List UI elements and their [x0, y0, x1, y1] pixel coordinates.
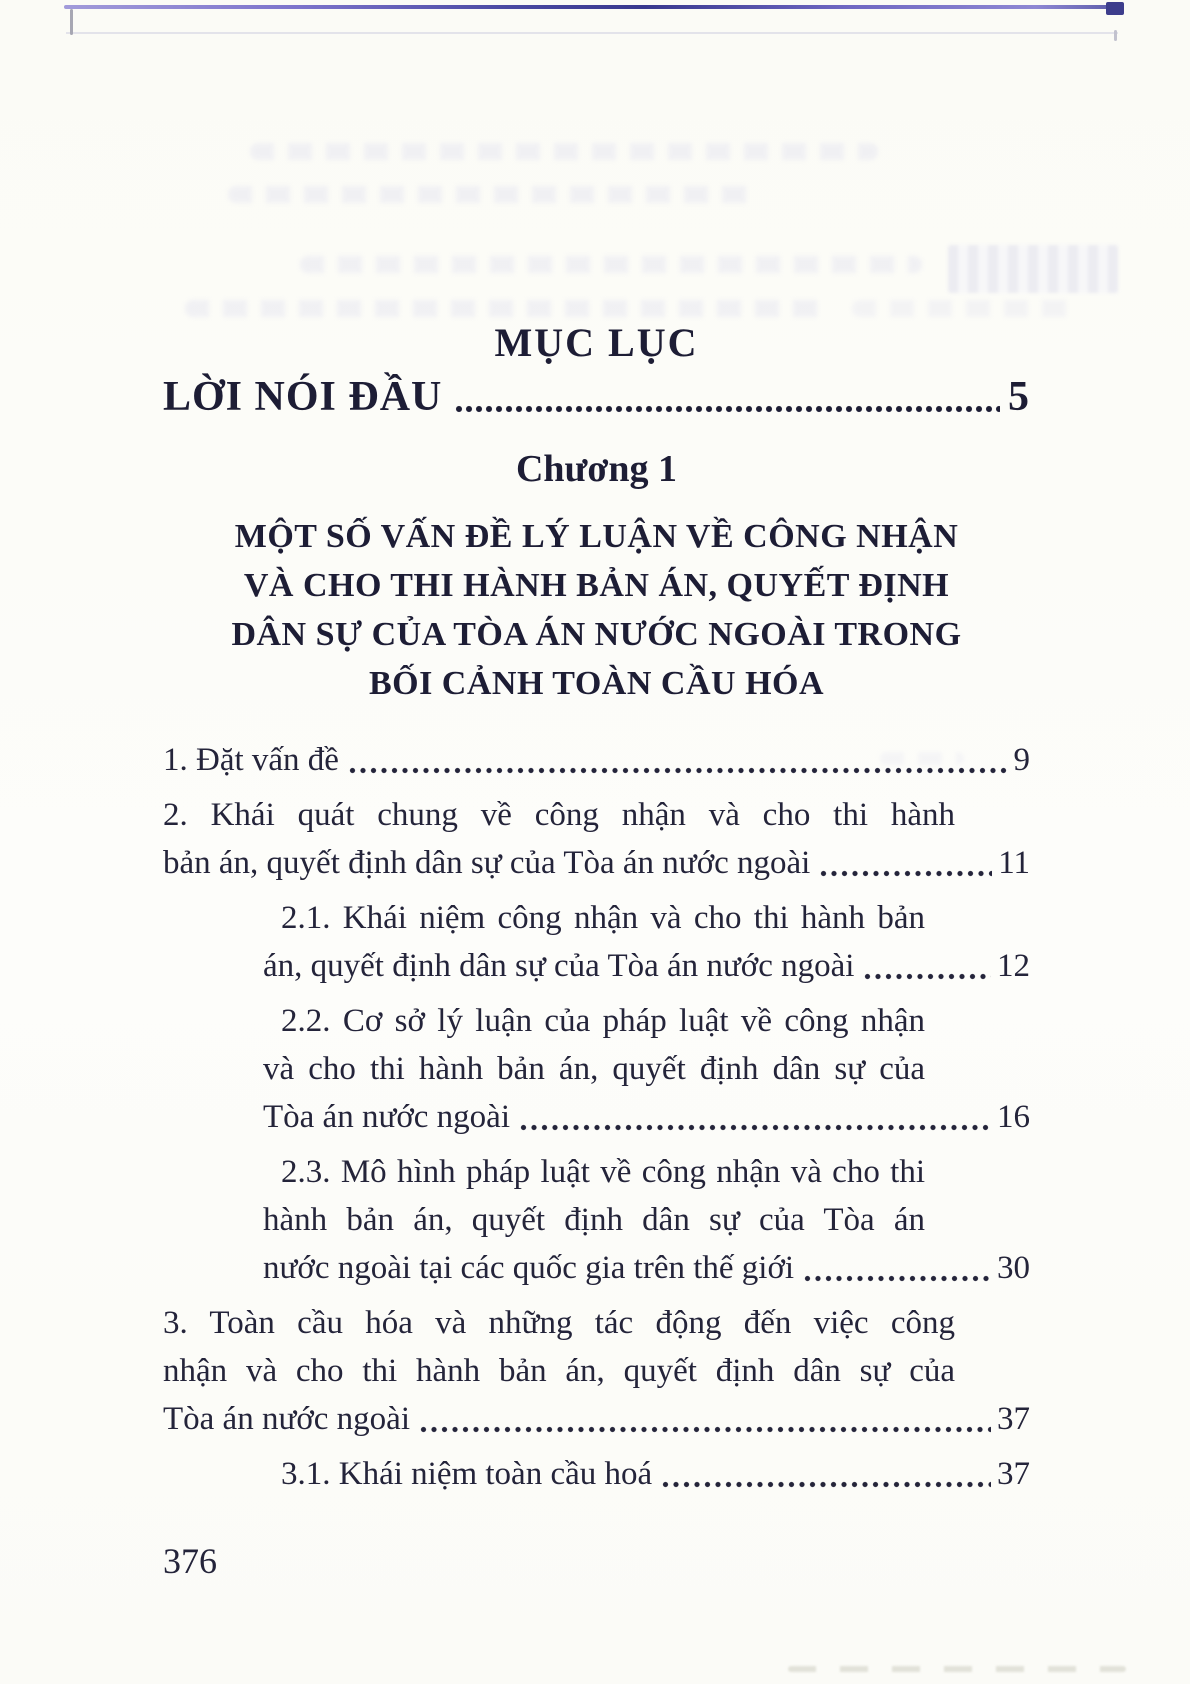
toc-entry-line — [263, 1196, 925, 1244]
preface-label: LỜI NÓI ĐẦU — [163, 374, 443, 420]
toc-entry-text: 2.2. Cơ sở lý luận của pháp luật về công nhận — [281, 1003, 925, 1039]
toc-list — [163, 736, 1030, 1498]
toc-title: MỤC LỤC — [494, 320, 699, 365]
toc-entry-line — [263, 1244, 1030, 1292]
toc-entry-text: án, quyết định dân sự của Tòa án nước ngoài — [263, 948, 855, 984]
toc-entry-text: nhận và cho thi hành bản án, quyết định dân sự của — [163, 1353, 955, 1389]
toc-page-number: 37 — [997, 1456, 1030, 1492]
toc-entry-text: 3.1. Khái niệm toàn cầu hoá — [281, 1456, 653, 1492]
page-content-column — [163, 0, 1030, 1684]
toc-entry-line — [263, 1093, 1030, 1141]
toc-entry-line — [263, 997, 925, 1045]
toc-entry-line — [281, 1450, 1030, 1498]
toc-page-number: 11 — [998, 845, 1030, 881]
toc-entry-text: bản án, quyết định dân sự của Tòa án nước ngoài — [163, 845, 811, 881]
toc-page-number: 30 — [997, 1250, 1030, 1286]
scan-edge-corner-mark — [1106, 2, 1124, 15]
toc-entry-line — [163, 736, 1030, 784]
toc-entry-line — [163, 1395, 1030, 1443]
toc-entry-line — [163, 839, 1030, 887]
chapter-title-line: VÀ CHO THI HÀNH BẢN ÁN, QUYẾT ĐỊNH — [243, 567, 950, 604]
toc-page-number: 16 — [997, 1099, 1030, 1135]
toc-entry-text: Tòa án nước ngoài — [263, 1099, 511, 1135]
toc-entry-text: và cho thi hành bản án, quyết định dân sự của — [263, 1051, 925, 1087]
toc-entry-line — [263, 1148, 925, 1196]
toc-entry-line — [263, 894, 925, 942]
toc-page-number: 12 — [997, 948, 1030, 984]
chapter-title — [163, 512, 1030, 708]
dot-leader — [819, 839, 992, 887]
dot-leader — [863, 942, 991, 990]
toc-page-number: 37 — [997, 1401, 1030, 1437]
toc-entry-line — [163, 791, 955, 839]
dot-leader — [454, 372, 1000, 422]
preface-entry — [163, 372, 1030, 422]
toc-entry-text: Tòa án nước ngoài — [163, 1401, 411, 1437]
toc-entry-text: 2.1. Khái niệm công nhận và cho thi hành bản — [281, 900, 925, 936]
toc-entry-text: 2.3. Mô hình pháp luật về công nhận và cho thi — [281, 1154, 925, 1190]
toc-entry-text: hành bản án, quyết định dân sự của Tòa án — [263, 1202, 925, 1238]
scan-left-tick — [70, 9, 73, 35]
dot-leader — [348, 736, 1008, 784]
book-page-number: 376 — [163, 1541, 217, 1581]
toc-entry-text: 1. Đặt vấn đề — [163, 742, 339, 778]
toc-entry-line — [163, 1347, 955, 1395]
dot-leader — [519, 1093, 991, 1141]
dot-leader — [803, 1244, 991, 1292]
toc-entry-text: 2. Khái quát chung về công nhận và cho thi hành — [163, 797, 955, 833]
preface-page-number: 5 — [1008, 374, 1030, 420]
toc-entry-line — [163, 1299, 955, 1347]
toc-entry-text: 3. Toàn cầu hóa và những tác động đến việc công — [163, 1305, 955, 1341]
chapter-title-line: DÂN SỰ CỦA TÒA ÁN NƯỚC NGOÀI TRONG — [231, 616, 962, 653]
chapter-title-line: MỘT SỐ VẤN ĐỀ LÝ LUẬN VỀ CÔNG NHẬN — [234, 518, 959, 555]
chapter-label: Chương 1 — [515, 448, 678, 490]
toc-page-number: 9 — [1013, 742, 1030, 778]
toc-entry-line — [263, 942, 1030, 990]
scan-right-tick — [1114, 30, 1117, 41]
toc-entry-text: nước ngoài tại các quốc gia trên thế giới — [263, 1250, 795, 1286]
dot-leader — [661, 1450, 991, 1498]
chapter-title-line: BỐI CẢNH TOÀN CẦU HÓA — [368, 665, 825, 702]
toc-entry-line — [263, 1045, 925, 1093]
dot-leader — [419, 1395, 991, 1443]
